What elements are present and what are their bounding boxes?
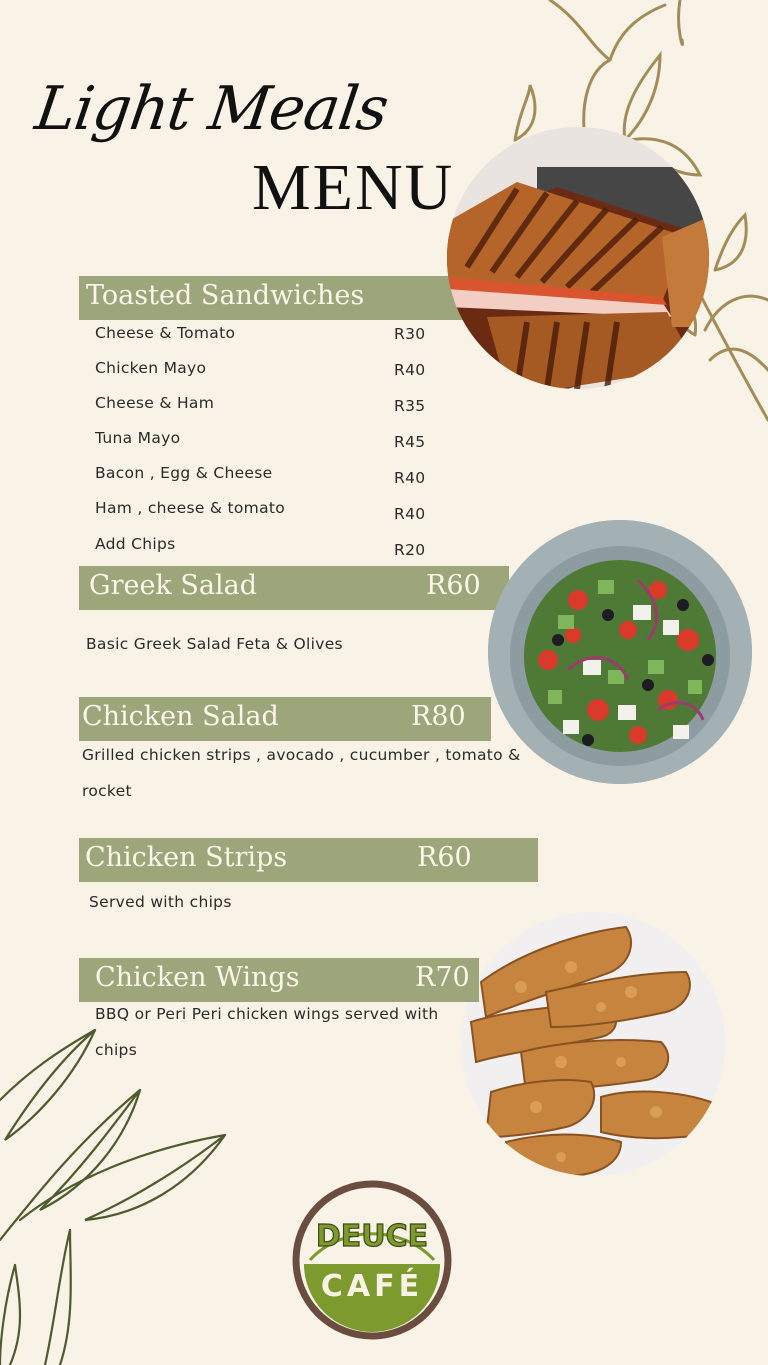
section-description: Grilled chicken strips , avocado , cucumber , tomato & rocket <box>82 746 521 800</box>
menu-item-price: R30 <box>394 325 426 343</box>
menu-item-price: R20 <box>394 541 426 559</box>
menu-item-name: Chicken Mayo <box>95 359 207 377</box>
section-bar-chicken-salad <box>79 697 491 741</box>
menu-item-price: R45 <box>394 433 426 451</box>
menu-item-name: Cheese & Tomato <box>95 324 236 342</box>
menu-item-name: Cheese & Ham <box>95 394 215 412</box>
olive-leaf-decoration <box>0 1020 240 1365</box>
section-price: R70 <box>415 962 470 993</box>
menu-item-price: R40 <box>394 505 426 523</box>
section-bar-toasted-sandwiches <box>79 276 469 320</box>
page-title: MENU <box>252 151 455 224</box>
section-bar-greek-salad <box>79 566 509 610</box>
section-price: R60 <box>417 842 472 873</box>
toasted-sandwich-photo <box>447 127 709 389</box>
menu-item-name: Add Chips <box>95 535 176 553</box>
menu-item-price: R40 <box>394 361 426 379</box>
menu-item-name: Ham , cheese & tomato <box>95 499 286 517</box>
menu-item-price: R35 <box>394 397 426 415</box>
greek-salad-photo <box>488 520 752 784</box>
section-description: Basic Greek Salad Feta & Olives <box>86 635 343 653</box>
section-title: Greek Salad <box>89 570 257 601</box>
logo-bottom-text: CAFÉ <box>320 1269 424 1304</box>
menu-item-price: R40 <box>394 469 426 487</box>
menu-item-name: Tuna Mayo <box>95 429 181 447</box>
section-bar-chicken-strips <box>79 838 538 882</box>
deuce-cafe-logo <box>292 1180 452 1340</box>
logo-top-text: DEUCE <box>315 1219 429 1254</box>
section-price: R80 <box>411 701 466 732</box>
script-title: Light Meals <box>31 74 392 144</box>
chicken-strips-photo <box>461 912 725 1176</box>
section-title: Chicken Strips <box>85 842 288 873</box>
section-title: Chicken Wings <box>95 962 300 993</box>
section-title: Toasted Sandwiches <box>86 280 365 311</box>
section-description: BBQ or Peri Peri chicken wings served with chips <box>95 1005 439 1059</box>
section-title: Chicken Salad <box>82 701 279 732</box>
menu-item-name: Bacon , Egg & Cheese <box>95 464 273 482</box>
section-price: R60 <box>426 570 481 601</box>
section-description: Served with chips <box>89 893 232 911</box>
